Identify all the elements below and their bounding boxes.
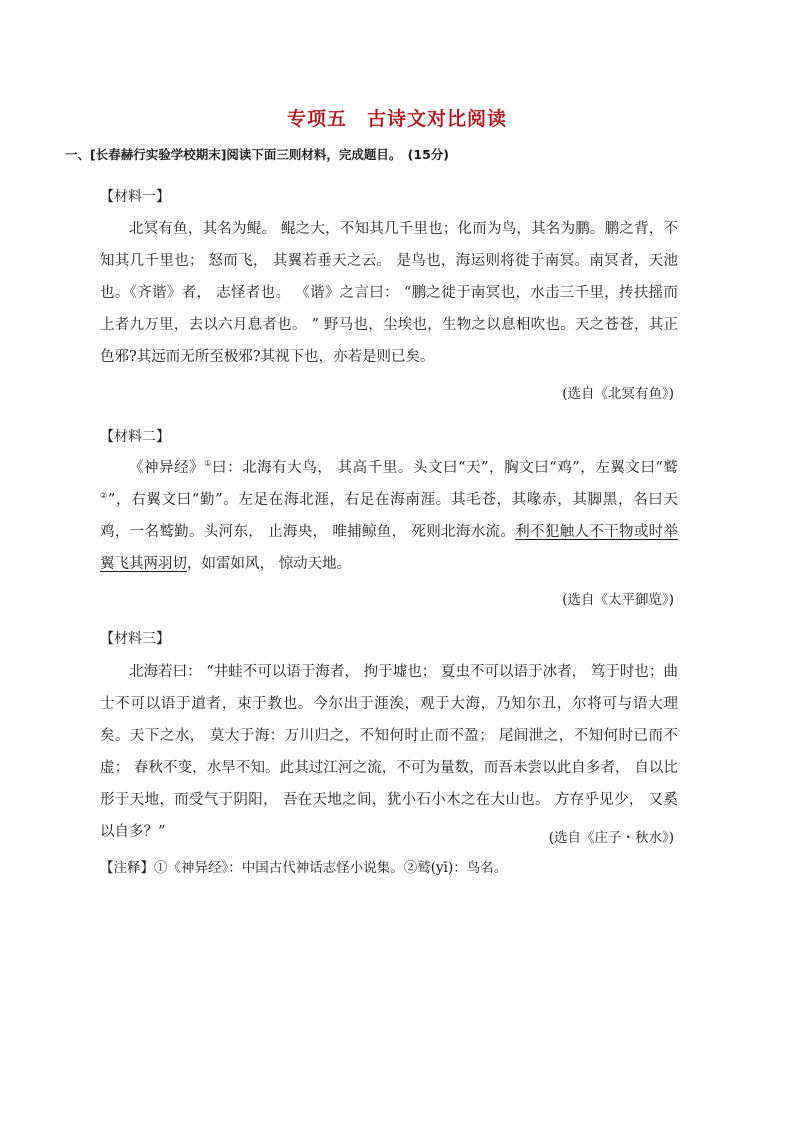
annotation-notes: 【注释】①《神异经》：中国古代神话志怪小说集。②鹫(yī)：鸟名。 [100,860,508,876]
material-3-text: 北海若曰： “井蛙不可以语于海者， 拘于墟也； 夏虫不可以语于冰者， 笃于时也；曲士不可以语于道者，束于教也。今尔出于涯涘，观于大海，乃知尔丑，尔将可与语大理矣。天下之水， 莫大于海：万川归之，不知何时止而不盈； 尾闾泄之，不知何时已而不虚； 春秋不变，水旱不知。此其过江河之流，不可为量数，而吾未尝以此自多者， 自以比形于天地，而受气于阴阳， 吾在天地之间，犹小石小木之在大山也。 方存乎见少， 又奚以自多？” [100,664,678,840]
page-title: 专项五 古诗文对比阅读 [286,108,507,130]
material-1-source: (选自《北冥有鱼》) [562,386,674,402]
underlined-sentence: 利不犯触人不干物或时举翼飞其两羽切 [100,524,679,572]
footnote-ref-2: ② [100,491,108,501]
footnote-ref-1: ① [204,459,213,469]
material-1-text: 北冥有鱼，其名为鲲。 鲲之大，不知其几千里也；化而为鸟，其名为鹏。鹏之背，不知其几千里也； 怒而飞， 其翼若垂天之云。 是鸟也，海运则将徙于南冥。南冥者，天池也。《齐谐》者， 志怪者也。 《谐》之言曰： “鹏之徙于南冥也，水击三千里，抟扶摇而上者九万里，去以六月息者也。 ” 野马也，尘埃也，生物之以息相吹也。天之苍苍，其正色邪?其远而无所至极邪?其视下也，亦若是则已矣。 [100,221,678,365]
material-2-label: 【材料二】 [100,429,170,445]
material-2-text [100,452,678,580]
material-2-text-d: ，如雷如风， 惊动天地。 [187,556,352,572]
material-1-label: 【材料一】 [100,189,170,205]
material-2-text-b: 曰：北海有大鸟， 其高千里。头文曰“天”，胸文曰“鸡”，左翼文曰“鹫 [212,460,679,476]
material-2-text-a: 《神异经》 [129,460,205,476]
material-2-source: (选自《太平御览》) [562,592,674,608]
material-3-source: (选自《庄子・秋水》) [548,830,674,846]
material-3-label: 【材料三】 [100,631,170,647]
material-2-text-c: ”，右翼文曰“勤”。左足在海北涯，右足在海南涯。其毛苍，其喙赤，其脚黑，名曰天鸡，一名鹫勤。头河东， 止海央， 唯捕鲸鱼， 死则北海水流。 [100,492,678,540]
question-prompt: 一、[长春赫行实验学校期末]阅读下面三则材料，完成题目。 (15分) [65,147,449,162]
